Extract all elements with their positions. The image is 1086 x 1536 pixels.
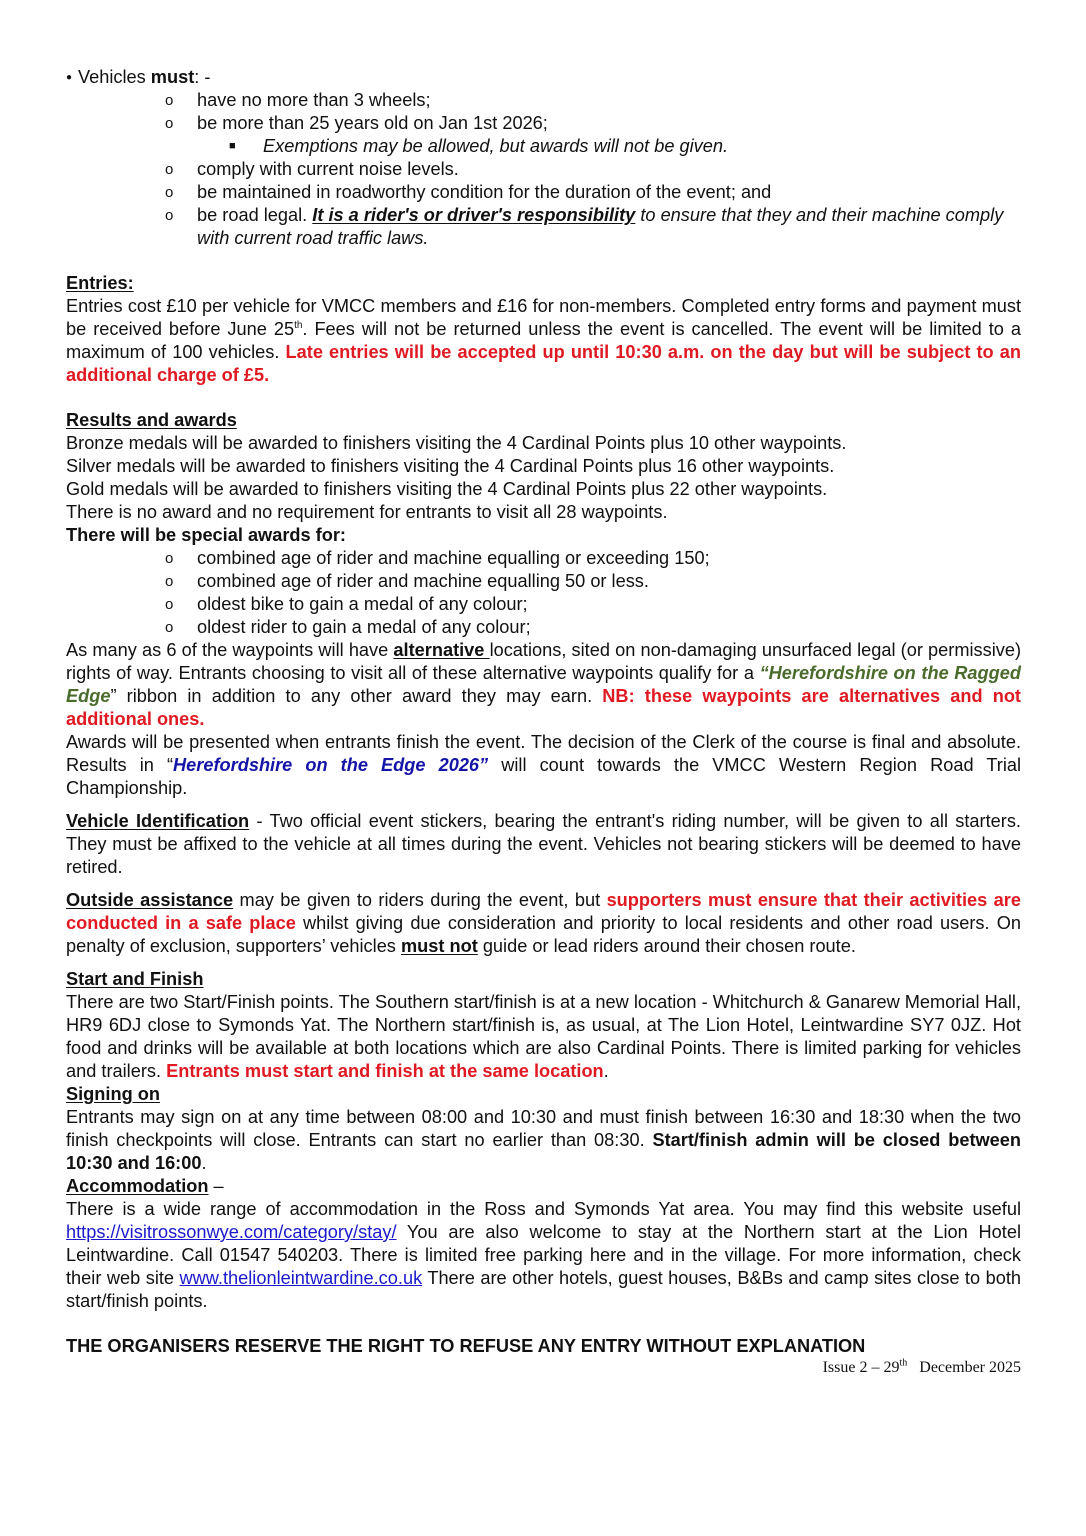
circle-bullet-icon: o <box>165 550 174 567</box>
circle-bullet-icon: o <box>165 184 174 201</box>
results-heading: Results and awards <box>66 410 237 430</box>
list-item: o combined age of rider and machine equalling 50 or less. <box>165 571 649 591</box>
circle-bullet-icon: o <box>165 207 174 224</box>
signing-on-paragraph: Entrants may sign on at any time between 08:00 and 10:30 and must finish between 16:30 and 18:30 when the two finish checkpoints will close. Entrants can start no earlier than 08:30. Start/finish admin will be closed between 10:30 and 16:00. <box>66 1107 1021 1173</box>
organisers-notice: THE ORGANISERS RESERVE THE RIGHT TO REFUSE ANY ENTRY WITHOUT EXPLANATION <box>66 1336 866 1356</box>
alternative-waypoints-paragraph: As many as 6 of the waypoints will have alternative locations, sited on non-damaging unsurfaced legal (or permissive) rights of way. Entrants choosing to visit all of these alternative waypoints qualify for a “Herefordshire on the Ragged Edge” ribbon in addition to any other award they may earn. NB: these waypoints are alternatives and not additional ones. <box>66 640 1022 729</box>
results-line: Gold medals will be awarded to finishers visiting the 4 Cardinal Points plus 22 other waypoints. <box>66 479 828 499</box>
circle-bullet-icon: o <box>165 92 174 109</box>
circle-bullet-icon: o <box>165 619 174 636</box>
circle-bullet-icon: o <box>165 573 174 590</box>
circle-bullet-icon: o <box>165 115 174 132</box>
vehicle-identification-heading: Vehicle Identification <box>66 811 250 831</box>
list-item: o be maintained in roadworthy condition for the duration of the event; and <box>165 182 772 202</box>
ragged-edge-ribbon-name: “Herefordshire on the Ragged Edge <box>66 663 1021 706</box>
results-line: Bronze medals will be awarded to finishers visiting the 4 Cardinal Points plus 10 other waypoints. <box>66 433 847 453</box>
list-item: o be road legal. It is a rider's or driver's responsibility to ensure that they and their machine comply with current road traffic laws. <box>165 205 1004 248</box>
list-item: o combined age of rider and machine equalling or exceeding 150; <box>165 548 710 568</box>
list-item: o have no more than 3 wheels; <box>165 90 431 110</box>
special-awards-heading: There will be special awards for: <box>66 525 346 545</box>
late-entries-notice: Late entries will be accepted up until 10:30 a.m. on the day but will be subject to an additional charge of £5. <box>66 342 1021 385</box>
accommodation-heading-line: Accommodation – <box>66 1176 224 1196</box>
results-line: Silver medals will be awarded to finishers visiting the 4 Cardinal Points plus 16 other waypoints. <box>66 456 835 476</box>
entries-heading: Entries: <box>66 273 134 293</box>
visitrossonwye-link[interactable]: https://visitrossonwye.com/category/stay/ <box>66 1222 397 1242</box>
list-item: o oldest bike to gain a medal of any colour; <box>165 594 528 614</box>
responsibility-emphasis: It is a rider's or driver's responsibility <box>312 205 636 225</box>
issue-date: Issue 2 – 29th December 2025 <box>822 1357 1021 1376</box>
signing-on-heading: Signing on <box>66 1084 160 1104</box>
circle-bullet-icon: o <box>165 161 174 178</box>
nb-notice: NB: these waypoints are alternatives and not additional ones. <box>66 686 1021 729</box>
start-finish-heading: Start and Finish <box>66 969 204 989</box>
accommodation-heading: Accommodation <box>66 1176 209 1196</box>
accommodation-paragraph: There is a wide range of accommodation in the Ross and Symonds Yat area. You may find this website useful https://visitrossonwye.com/category/stay/ You are also welcome to stay at the Northern start at the Lion Hotel Leintwardine. Call 01547 540203. There is limited free parking here and in the village. For more information, check their web site www.thelionleintwardine.co.uk There are other hotels, guest houses, B&Bs and camp sites close to both start/finish points. <box>66 1199 1021 1311</box>
vehicles-requirements-intro: ● Vehicles must: - <box>66 67 211 87</box>
circle-bullet-icon: o <box>165 596 174 613</box>
sub-list-item: ■ Exemptions may be allowed, but awards will not be given. <box>229 136 729 156</box>
square-bullet-icon: ■ <box>229 140 236 152</box>
list-item: o oldest rider to gain a medal of any colour; <box>165 617 531 637</box>
vehicle-identification-paragraph: Vehicle Identification - Two official event stickers, bearing the entrant's riding number, will be given to all starters. They must be affixed to the vehicle at all times during the event. Vehicles not bearing stickers will be deemed to have retired. <box>66 811 1021 877</box>
list-item: o be more than 25 years old on Jan 1st 2026; <box>165 113 548 133</box>
results-line: There is no award and no requirement for entrants to visit all 28 waypoints. <box>66 502 668 522</box>
start-finish-paragraph: There are two Start/Finish points. The Southern start/finish is at a new location - Whitchurch & Ganarew Memorial Hall, HR9 6DJ close to Symonds Yat. The Northern start/finish is, as usual, at The Lion Hotel, Leintwardine SY7 0JZ. Hot food and drinks will be available at both locations which are also Cardinal Points. There is limited parking for vehicles and trailers. Entrants must start and finish at the same location. <box>66 992 1021 1081</box>
outside-assistance-paragraph: Outside assistance may be given to riders during the event, but supporters must ensure that their activities are conducted in a safe place whilst giving due consideration and priority to local residents and other road users. On penalty of exclusion, supporters’ vehicles must not guide or lead riders around their chosen route. <box>66 890 1021 956</box>
list-item: o comply with current noise levels. <box>165 159 459 179</box>
document-page <box>66 66 1021 1378</box>
event-name: Herefordshire on the Edge 2026” <box>173 755 489 775</box>
bullet-icon: ● <box>66 72 73 83</box>
awards-presentation-paragraph: Awards will be presented when entrants finish the event. The decision of the Clerk of the course is final and absolute. Results in “Herefordshire on the Edge 2026” will count towards the VMCC Western Region Road Trial Championship. <box>66 732 1022 798</box>
lion-hotel-link[interactable]: www.thelionleintwardine.co.uk <box>179 1268 423 1288</box>
entries-paragraph: Entries cost £10 per vehicle for VMCC members and £16 for non-members. Completed entry forms and payment must be received before June 25th. Fees will not be returned unless the event is cancelled. The event will be limited to a maximum of 100 vehicles. Late entries will be accepted up until 10:30 a.m. on the day but will be subject to an additional charge of £5. <box>66 296 1021 385</box>
outside-assistance-heading: Outside assistance <box>66 890 234 910</box>
